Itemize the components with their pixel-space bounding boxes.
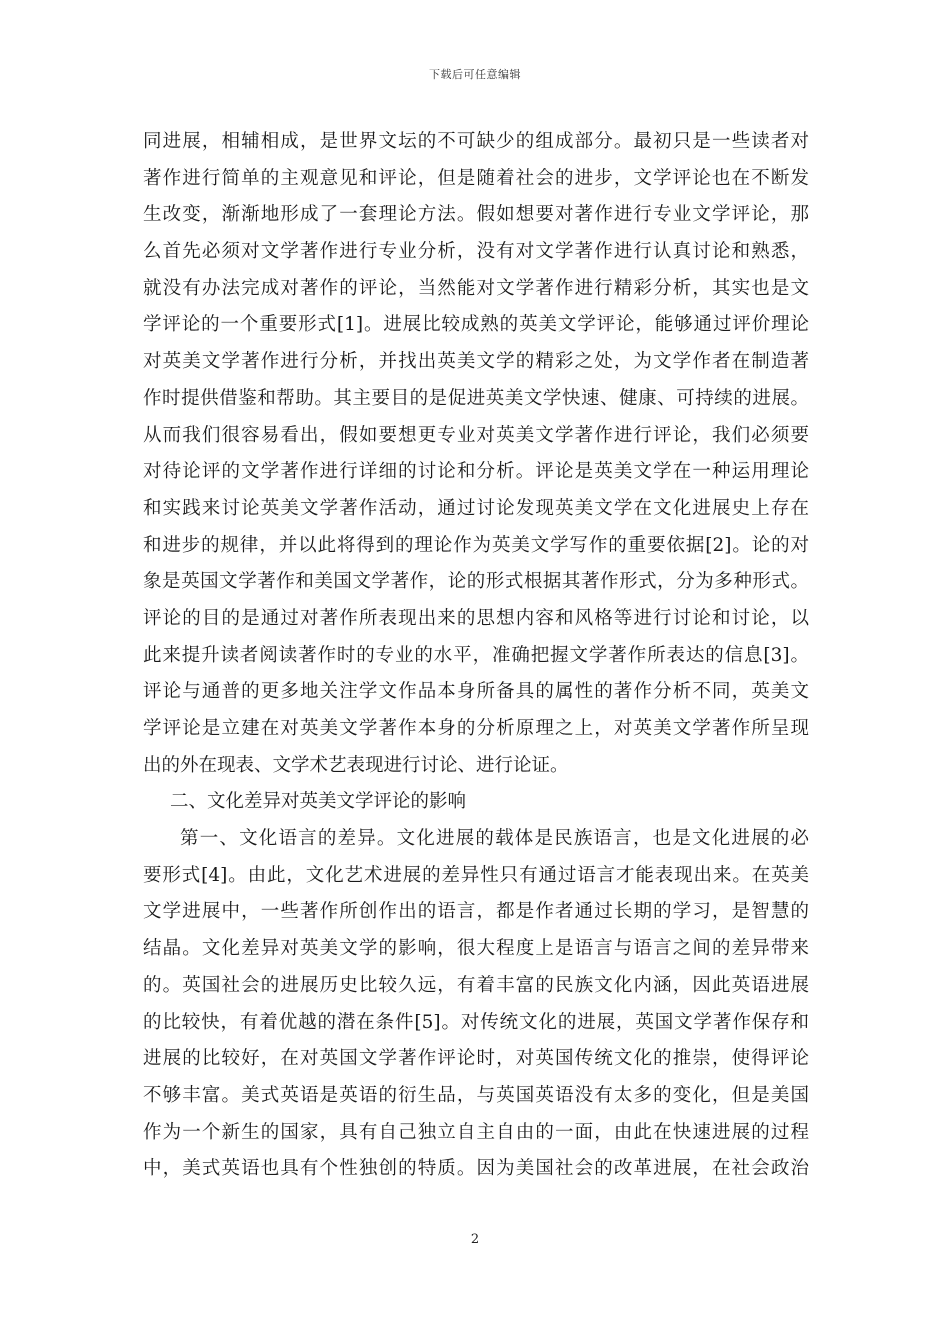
body-line: 就没有办法完成对著作的评论，当然能对文学著作进行精彩分析，其实也是文 [143,277,809,299]
body-line: 作为一个新生的国家，具有自己独立自主自由的一面，由此在快速进展的过程 [143,1121,809,1143]
body-line: 对英美文学著作进行分析，并找出英美文学的精彩之处，为文学作者在制造著 [143,351,809,373]
body-line: 评论与通普的更多地关注学文作品本身所备具的属性的著作分析不同，英美文 [143,681,809,703]
body-line: 从而我们很容易看出，假如要想更专业对英美文学著作进行评论，我们必须要 [143,424,809,446]
body-line: 评论的目的是通过对著作所表现出来的思想内容和风格等进行讨论和讨论，以 [143,607,809,629]
body-line: 么首先必须对文学著作进行专业分析，没有对文学著作进行认真讨论和熟悉， [143,241,809,263]
body-line: 进展的比较好，在对英国文学著作评论时，对英国传统文化的推崇，使得评论 [143,1048,809,1070]
body-line: 作时提供借鉴和帮助。其主要目的是促进英美文学快速、健康、可持续的进展。 [143,387,809,409]
page-header: 下载后可任意编辑 [429,68,521,81]
body-line: 要形式[4]。由此，文化艺术进展的差异性只有通过语言才能表现出来。在英美 [143,864,809,886]
body-line: 文学进展中，一些著作所创作出的语言，都是作者通过长期的学习，是智慧的 [143,901,809,923]
section-heading: 二、文化差异对英美文学评论的影响 [170,791,467,813]
body-line: 不够丰富。美式英语是英语的衍生品，与英国英语没有太多的变化，但是美国 [143,1084,809,1106]
body-line: 第一、文化语言的差异。文化进展的载体是民族语言，也是文化进展的必 [180,828,809,850]
body-line: 中，美式英语也具有个性独创的特质。因为美国社会的改革进展，在社会政治 [143,1158,809,1180]
body-line: 的比较快，有着优越的潜在条件[5]。对传统文化的进展，英国文学著作保存和 [143,1011,809,1033]
body-line: 象是英国文学著作和美国文学著作，论的形式根据其著作形式，分为多种形式。 [143,571,809,593]
page-number: 2 [470,1232,480,1247]
body-line: 学评论的一个重要形式[1]。进展比较成熟的英美文学评论，能够通过评价理论 [143,314,809,336]
body-line: 对待论评的文学著作进行详细的讨论和分析。评论是英美文学在一种运用理论 [143,461,809,483]
document-body [143,124,809,1188]
body-line: 出的外在现表、文学术艺表现进行讨论、进行论证。 [143,754,569,776]
body-line: 和进步的规律，并以此将得到的理论作为英美文学写作的重要依据[2]。论的对 [143,534,809,556]
body-line: 同进展，相辅相成，是世界文坛的不可缺少的组成部分。最初只是一些读者对 [143,131,809,152]
body-line: 此来提升读者阅读著作时的专业的水平，准确把握文学著作所表达的信息[3]。 [143,644,809,666]
body-line: 生改变，渐渐地形成了一套理论方法。假如想要对著作进行专业文学评论，那 [143,204,809,226]
body-line: 结晶。文化差异对英美文学的影响，很大程度上是语言与语言之间的差异带来 [143,938,809,960]
body-line: 的。英国社会的进展历史比较久远，有着丰富的民族文化内涵，因此英语进展 [143,974,809,996]
body-line: 和实践来讨论英美文学著作活动，通过讨论发现英美文学在文化进展史上存在 [143,497,809,519]
body-line: 著作进行简单的主观意见和评论，但是随着社会的进步，文学评论也在不断发 [143,167,809,189]
body-line: 学评论是立建在对英美文学著作本身的分析原理之上，对英美文学著作所呈现 [143,718,809,739]
